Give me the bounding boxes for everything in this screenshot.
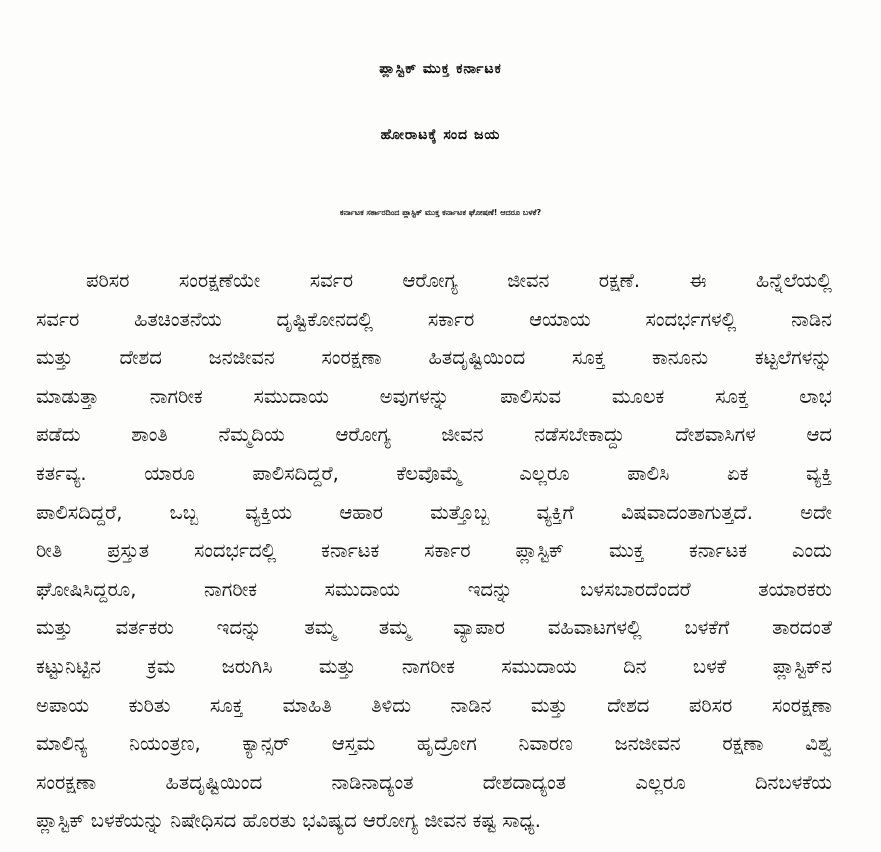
- body-line: ಕಟ್ಟುನಿಟ್ಟಿನ ಕ್ರಮ ಜರುಗಿಸಿ ಮತ್ತು ನಾಗರೀಕ ಸಮುದಾಯ ದಿನ ಬಳಕೆ ಪ್ಲಾಸ್ಟಿಕ್‌ನ: [36, 654, 832, 678]
- body-line: ಸಂರಕ್ಷಣಾ ಹಿತದೃಷ್ಟಿಯಿಂದ ನಾಡಿನಾದ್ಯಂತ ದೇಶದಾದ್ಯಂತ ಎಲ್ಲರೂ ದಿನಬಳಕೆಯ: [36, 770, 832, 794]
- title-line-1: ಪ್ಲಾಸ್ಟಿಕ್ ಮುಕ್ತ ಕರ್ನಾಟಕ: [379, 61, 502, 77]
- body-line: ಪಡೆದು ಶಾಂತಿ ನೆಮ್ಮದಿಯ ಆರೋಗ್ಯ ಜೀವನ ನಡೆಸಬೇಕಾದ್ದು ದೇಶವಾಸಿಗಳ ಆದ: [36, 423, 832, 447]
- body-line: ಪ್ಲಾಸ್ಟಿಕ್ ಬಳಕೆಯನ್ನು ನಿಷೇಧಿಸದ ಹೊರತು ಭವಿಷ್ಯದ ಆರೋಗ್ಯ ಜೀವನ ಕಷ್ಟ ಸಾಧ್ಯ.: [36, 809, 542, 833]
- body-line: ರೀತಿ ಪ್ರಸ್ತುತ ಸಂದರ್ಭದಲ್ಲಿ ಕರ್ನಾಟಕ ಸರ್ಕಾರ ಪ್ಲಾಸ್ಟಿಕ್ ಮುಕ್ತ ಕರ್ನಾಟಕ ಎಂದು: [36, 539, 832, 563]
- body-line: ಮಾಲಿನ್ಯ ನಿಯಂತ್ರಣ, ಕ್ಯಾನ್ಸರ್ ಆಸ್ತಮ ಹೃದ್ರೋಗ ನಿವಾರಣ ಜನಜೀವನ ರಕ್ಷಣಾ ವಿಶ್ವ: [36, 732, 832, 756]
- title-line-2: ಹೋರಾಟಕ್ಕೆ ಸಂದ ಜಯ: [380, 127, 501, 143]
- body-line: ಮತ್ತು ವರ್ತಕರು ಇದನ್ನು ತಮ್ಮ ತಮ್ಮ ವ್ಯಾಪಾರ ವಹಿವಾಟಗಳಲ್ಲಿ ಬಳಕೆಗೆ ತಾರದಂತೆ: [36, 616, 832, 640]
- body-line: ಮಾಡುತ್ತಾ ನಾಗರೀಕ ಸಮುದಾಯ ಅವುಗಳನ್ನು ಪಾಲಿಸುವ ಮೂಲಕ ಸೂಕ್ತ ಲಾಭ: [36, 384, 832, 408]
- body-line: ಪರಿಸರ ಸಂರಕ್ಷಣೆಯೇ ಸರ್ವರ ಆರೋಗ್ಯ ಜೀವನ ರಕ್ಷಣೆ. ಈ ಹಿನ್ನೆಲೆಯಲ್ಲಿ: [86, 269, 832, 292]
- body-line: ಪಾಲಿಸದಿದ್ದರೆ, ಒಬ್ಬ ವ್ಯಕ್ತಿಯ ಆಹಾರ ಮತ್ತೊಬ್ಬ ವ್ಯಕ್ತಿಗೆ ವಿಷವಾದಂತಾಗುತ್ತದೆ. ಅದೇ: [36, 500, 832, 524]
- article-body: [36, 262, 832, 841]
- article-subtitle: ಕರ್ನಾಟಕ ಸರ್ಕಾರದಿಂದ ಪ್ಲಾಸ್ಟಿಕ್ ಮುಕ್ತ ಕರ್ನಾಟಕ ಘೋಷಣೆ! ಆದರೂ ಬಳಕೆ?: [339, 208, 542, 217]
- body-line: ಸರ್ವರ ಹಿತಚಿಂತನೆಯ ದೃಷ್ಟಿಕೋನದಲ್ಲಿ ಸರ್ಕಾರ ಆಯಾಯ ಸಂದರ್ಭಗಳಲ್ಲಿ ನಾಡಿನ: [36, 307, 832, 331]
- body-line: ಅಪಾಯ ಕುರಿತು ಸೂಕ್ತ ಮಾಹಿತಿ ತಿಳಿದು ನಾಡಿನ ಮತ್ತು ದೇಶದ ಪರಿಸರ ಸಂರಕ್ಷಣಾ: [36, 693, 832, 717]
- article-title: [0, 36, 881, 168]
- body-line: ಘೋಷಿಸಿದ್ದರೂ, ನಾಗರೀಕ ಸಮುದಾಯ ಇದನ್ನು ಬಳಸಬಾರದೆಂದರೆ ತಯಾರಕರು: [36, 577, 832, 601]
- body-line: ಕರ್ತವ್ಯ. ಯಾರೂ ಪಾಲಿಸದಿದ್ದರೆ, ಕೆಲವೊಮ್ಮೆ ಎಲ್ಲರೂ ಪಾಲಿಸಿ ಏಕ ವ್ಯಕ್ತಿ: [36, 461, 832, 485]
- body-line: ಮತ್ತು ದೇಶದ ಜನಜೀವನ ಸಂರಕ್ಷಣಾ ಹಿತದೃಷ್ಟಿಯಿಂದ ಸೂಕ್ತ ಕಾನೂನು ಕಟ್ಟಲೆಗಳನ್ನು: [36, 346, 832, 370]
